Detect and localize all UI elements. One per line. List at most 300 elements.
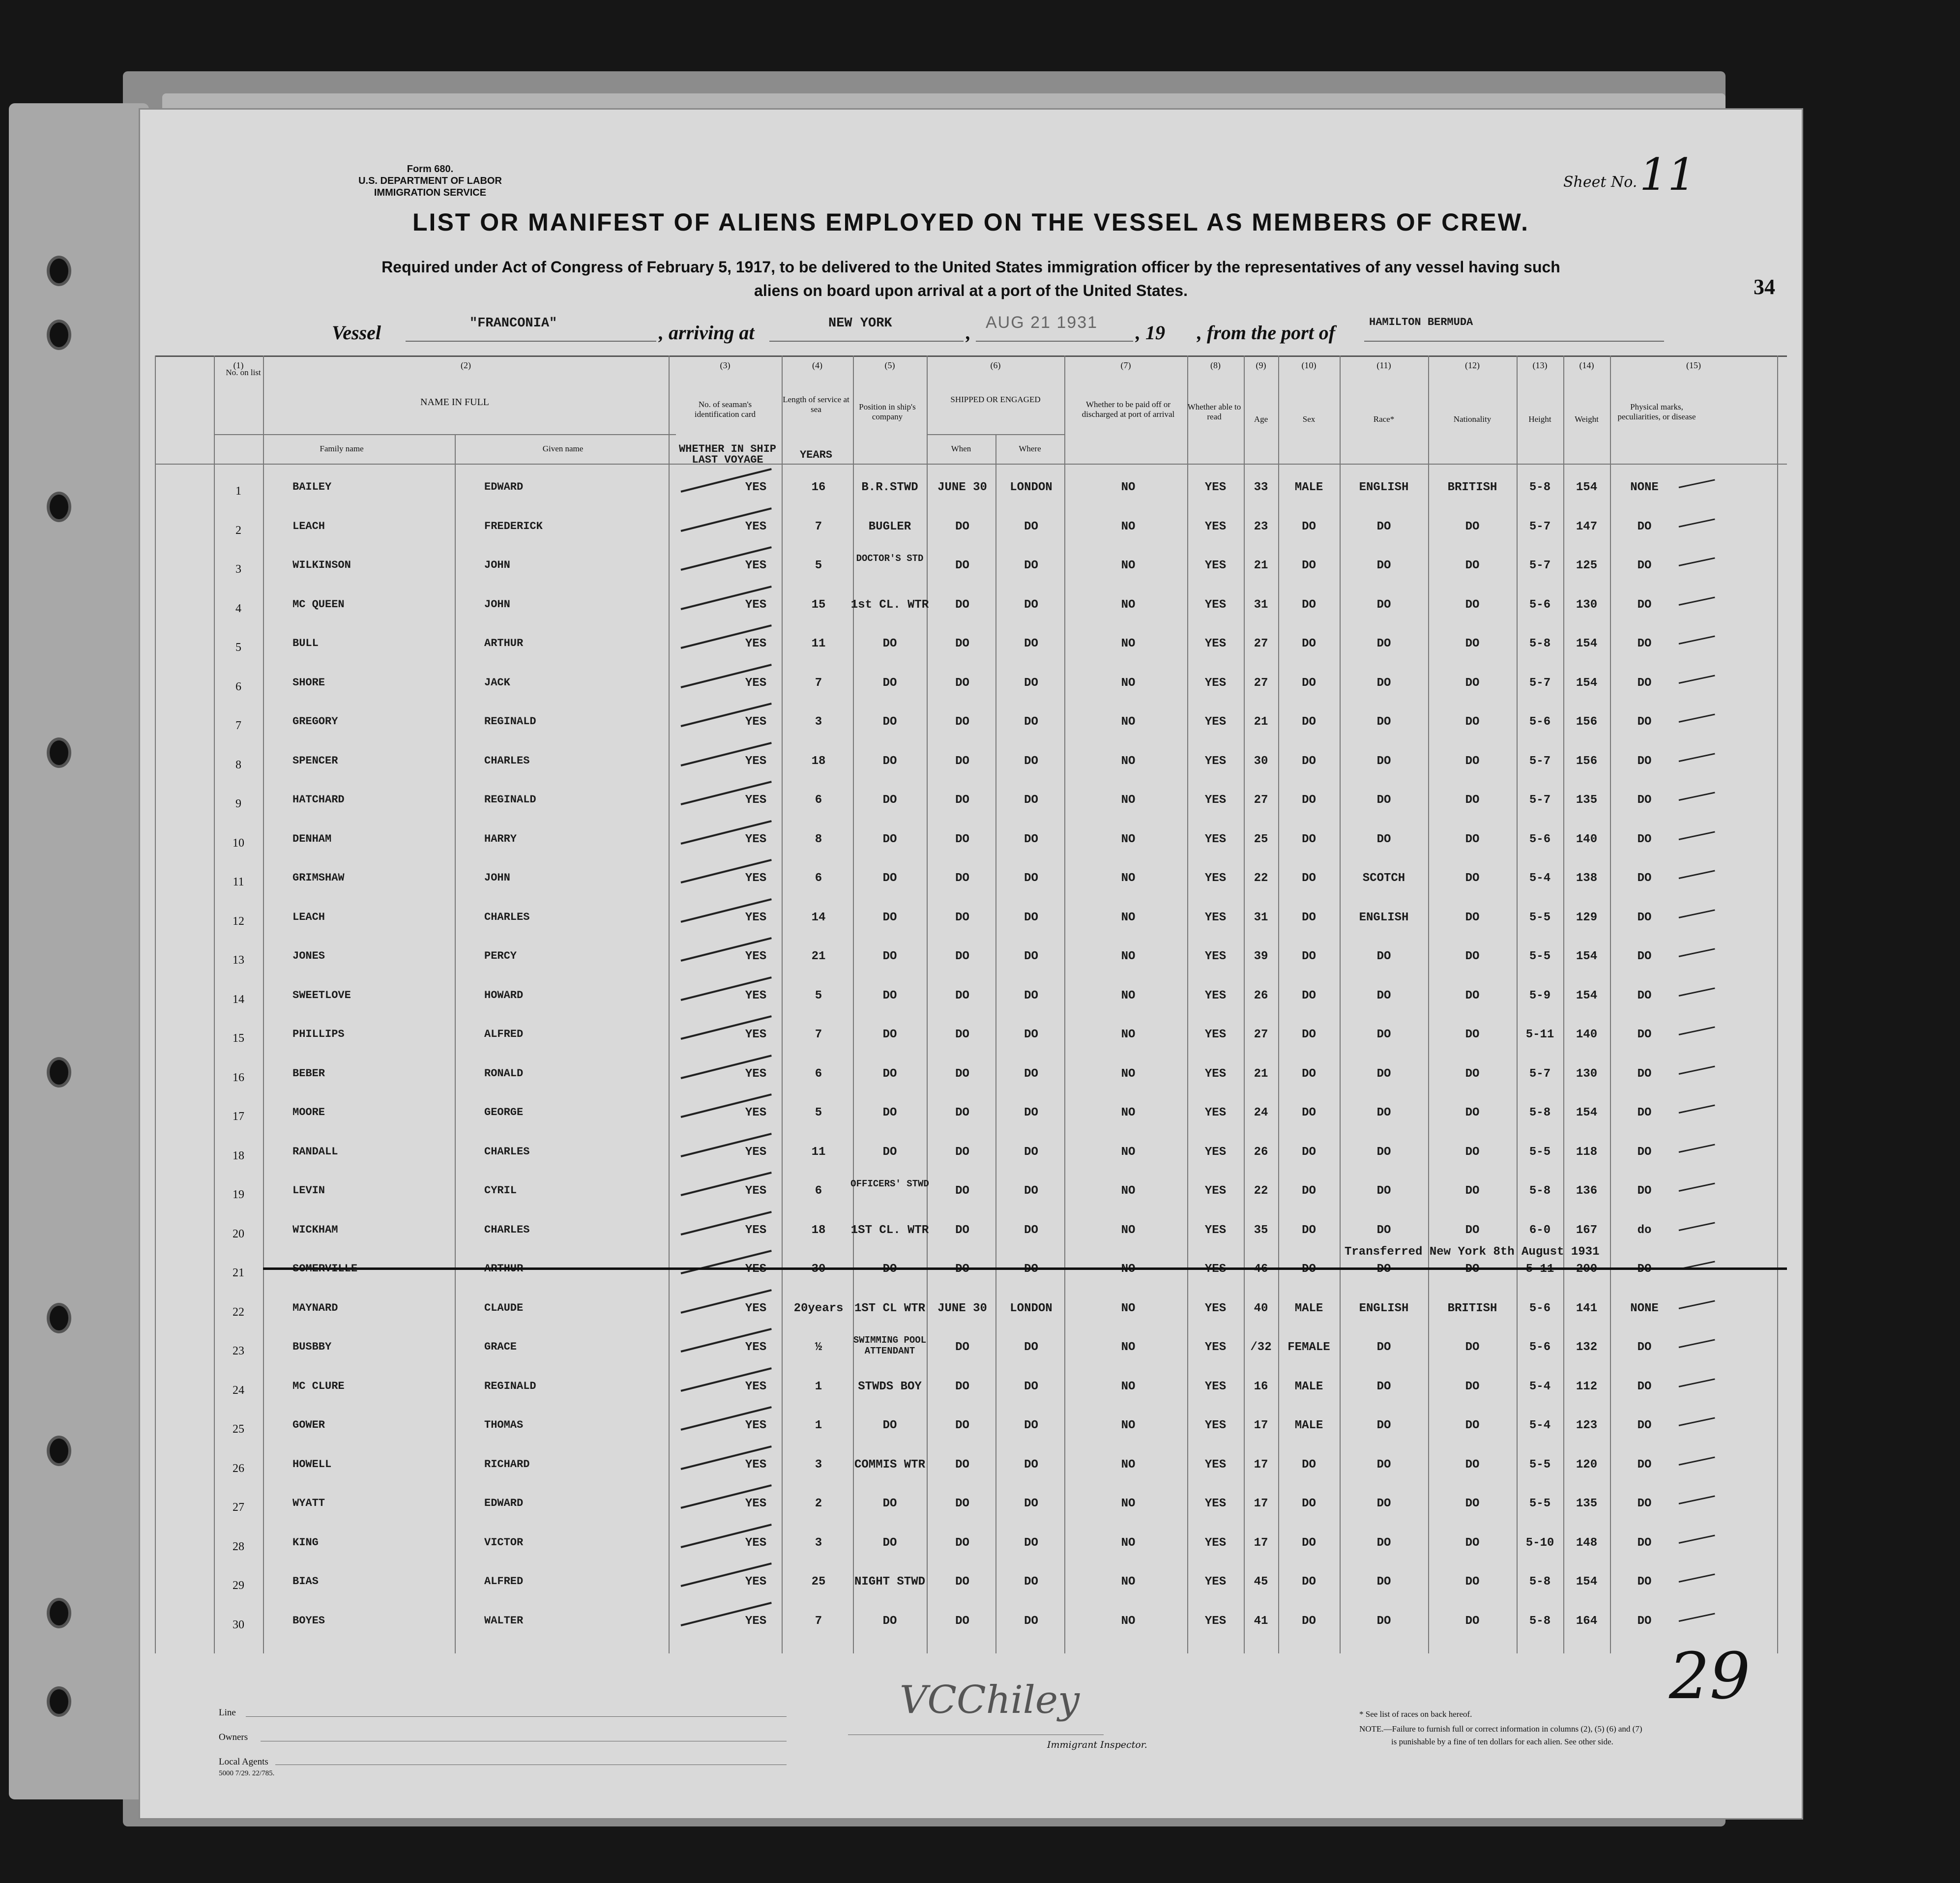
able-to-read-cell: YES: [1204, 1184, 1227, 1198]
shipped-when-cell: DO: [955, 872, 969, 885]
height-cell: 5-7: [1529, 1067, 1551, 1081]
paid-off-cell: NO: [1121, 559, 1136, 572]
nationality-cell: DO: [1465, 911, 1480, 924]
age-cell: 27: [1254, 794, 1268, 807]
binder-hole: [47, 1057, 71, 1088]
check-mark: [1679, 479, 1715, 488]
able-to-read-cell: YES: [1204, 598, 1227, 612]
race-cell: ENGLISH: [1359, 481, 1409, 494]
shipped-when-cell: DO: [955, 794, 969, 807]
physical-marks-cell: NONE: [1630, 1301, 1659, 1315]
shipped-where-cell: DO: [1024, 1497, 1038, 1510]
age-cell: 17: [1254, 1497, 1268, 1510]
length-service-cell: 7: [815, 520, 822, 533]
family-name-cell: JONES: [293, 950, 325, 962]
shipped-where-cell: DO: [1024, 676, 1038, 690]
row-number-cell: 25: [233, 1423, 244, 1436]
race-cell: ENGLISH: [1359, 911, 1409, 924]
column-number: (9): [1256, 360, 1266, 370]
physical-marks-cell: DO: [1637, 1458, 1652, 1471]
row-number-cell: 21: [233, 1266, 244, 1279]
row-number-cell: 20: [233, 1227, 244, 1240]
given-name-cell: EDWARD: [484, 481, 524, 493]
shipped-where-cell: DO: [1024, 520, 1038, 533]
nationality-cell: DO: [1465, 1419, 1480, 1432]
check-mark: [1679, 870, 1715, 879]
vessel-label: Vessel: [332, 322, 381, 344]
height-cell: 5-7: [1529, 520, 1551, 533]
given-name-cell: RICHARD: [484, 1458, 530, 1471]
family-name-cell: BUSBBY: [293, 1341, 332, 1353]
shipped-where-cell: DO: [1024, 598, 1038, 612]
check-mark: [1679, 1573, 1715, 1583]
col-when: When: [951, 444, 971, 453]
able-to-read-cell: YES: [1204, 754, 1227, 768]
sex-cell: MALE: [1294, 481, 1323, 494]
length-service-cell: 14: [811, 911, 826, 924]
check-mark: [1679, 635, 1715, 645]
paid-off-cell: NO: [1121, 989, 1136, 1002]
position-cell: DO: [882, 1067, 897, 1081]
weight-cell: 123: [1576, 1419, 1598, 1432]
column-number: (7): [1120, 360, 1131, 370]
shipped-where-cell: DO: [1024, 1223, 1038, 1237]
col-paid-off: Whether to be paid off or discharged at port of arrival: [1082, 400, 1175, 419]
able-to-read-cell: YES: [1204, 481, 1227, 494]
row-number-cell: 6: [235, 680, 241, 693]
age-cell: 39: [1254, 950, 1268, 963]
race-cell: DO: [1376, 1067, 1391, 1081]
height-cell: 5-6: [1529, 1341, 1551, 1354]
check-mark: [1679, 987, 1715, 997]
shipped-where-cell: DO: [1024, 754, 1038, 768]
shipped-when-cell: DO: [955, 1184, 969, 1198]
age-cell: 25: [1254, 832, 1268, 846]
year-label: , 19: [1136, 322, 1165, 344]
position-cell: DO: [882, 754, 897, 768]
age-cell: 22: [1254, 1184, 1268, 1198]
row-number-cell: 30: [233, 1618, 244, 1631]
weight-cell: 129: [1576, 911, 1598, 924]
given-name-cell: VICTOR: [484, 1536, 524, 1549]
shipped-when-cell: DO: [955, 989, 969, 1002]
length-service-cell: 7: [815, 1614, 822, 1628]
given-name-cell: THOMAS: [484, 1419, 524, 1431]
height-cell: 5-9: [1529, 989, 1551, 1002]
col-seaman-card: No. of seaman's identification card: [694, 400, 756, 419]
weight-cell: 141: [1576, 1301, 1598, 1315]
seaman-card-cell: YES: [745, 1497, 767, 1510]
weight-cell: 140: [1576, 832, 1598, 846]
age-cell: /32: [1250, 1341, 1272, 1354]
shipped-where-cell: DO: [1024, 1614, 1038, 1628]
shipped-where-cell: DO: [1024, 1380, 1038, 1393]
sex-cell: DO: [1302, 1028, 1316, 1041]
col-height: Height: [1528, 414, 1551, 424]
table-rule: [155, 355, 156, 1653]
weight-cell: 140: [1576, 1028, 1598, 1041]
nationality-cell: DO: [1465, 520, 1480, 533]
physical-marks-cell: DO: [1637, 520, 1652, 533]
race-cell: DO: [1376, 1419, 1391, 1432]
length-service-cell: 5: [815, 1106, 822, 1119]
height-cell: 5-7: [1529, 794, 1551, 807]
col-race: Race*: [1373, 414, 1395, 424]
seaman-card-cell: YES: [745, 754, 767, 768]
paid-off-cell: NO: [1121, 676, 1136, 690]
race-cell: DO: [1376, 832, 1391, 846]
column-number: (1): [233, 360, 244, 370]
row-number-cell: 14: [233, 993, 244, 1006]
footer-owners-label: Owners: [219, 1732, 248, 1742]
department-name: U.S. DEPARTMENT OF LABOR: [358, 176, 502, 186]
given-name-cell: REGINALD: [484, 715, 536, 728]
row-number-cell: 19: [233, 1188, 244, 1201]
length-service-cell: 6: [815, 1067, 822, 1081]
binder-hole: [47, 320, 71, 350]
col-length-overtyped: YEARS: [799, 449, 832, 461]
column-number: (14): [1579, 360, 1594, 370]
binder-hole: [47, 1436, 71, 1466]
given-name-cell: CYRIL: [484, 1184, 517, 1197]
able-to-read-cell: YES: [1204, 950, 1227, 963]
sex-cell: DO: [1302, 911, 1316, 924]
shipped-when-cell: DO: [955, 1145, 969, 1159]
row-number-cell: 16: [233, 1071, 244, 1084]
position-cell: B.R.STWD: [861, 481, 918, 494]
able-to-read-cell: YES: [1204, 832, 1227, 846]
shipped-when-cell: DO: [955, 1614, 969, 1628]
row-number-cell: 3: [235, 563, 241, 576]
family-name-cell: RANDALL: [293, 1145, 338, 1158]
seaman-card-cell: YES: [745, 520, 767, 533]
nationality-cell: DO: [1465, 1184, 1480, 1198]
shipped-when-cell: DO: [955, 950, 969, 963]
paid-off-cell: NO: [1121, 911, 1136, 924]
paid-off-cell: NO: [1121, 1419, 1136, 1432]
paid-off-cell: NO: [1121, 1301, 1136, 1315]
sex-cell: DO: [1302, 1145, 1316, 1159]
physical-marks-cell: DO: [1637, 1106, 1652, 1119]
note-line-1: NOTE.—Failure to furnish full or correct information in columns (2), (5) (6) and (7): [1359, 1724, 1642, 1734]
shipped-when-cell: DO: [955, 1223, 969, 1237]
position-cell: DO: [882, 832, 897, 846]
weight-cell: 154: [1576, 1106, 1598, 1119]
given-name-cell: REGINALD: [484, 794, 536, 806]
sex-cell: DO: [1302, 832, 1316, 846]
paid-off-cell: NO: [1121, 1614, 1136, 1628]
age-cell: 24: [1254, 1106, 1268, 1119]
age-cell: 17: [1254, 1419, 1268, 1432]
paid-off-cell: NO: [1121, 1341, 1136, 1354]
length-service-cell: 2: [815, 1497, 822, 1510]
paid-off-cell: NO: [1121, 1380, 1136, 1393]
sex-cell: DO: [1302, 676, 1316, 690]
family-name-cell: HATCHARD: [293, 794, 345, 806]
family-name-cell: BEBER: [293, 1067, 325, 1080]
age-cell: 41: [1254, 1614, 1268, 1628]
race-cell: DO: [1376, 1380, 1391, 1393]
column-number: (8): [1210, 360, 1221, 370]
length-service-cell: 7: [815, 1028, 822, 1041]
position-cell: DO: [882, 1145, 897, 1159]
row-number-cell: 5: [235, 641, 241, 654]
seaman-card-cell: YES: [745, 1223, 767, 1237]
race-cell: DO: [1376, 715, 1391, 729]
race-cell: DO: [1376, 794, 1391, 807]
given-name-cell: CHARLES: [484, 754, 530, 767]
weight-cell: 147: [1576, 520, 1598, 533]
sex-cell: DO: [1302, 1536, 1316, 1550]
family-name-cell: WICKHAM: [293, 1223, 338, 1236]
age-cell: 31: [1254, 911, 1268, 924]
height-cell: 5-8: [1529, 637, 1551, 650]
footer-line-label: Line: [219, 1707, 236, 1718]
weight-cell: 154: [1576, 1575, 1598, 1589]
given-name-cell: JACK: [484, 676, 510, 689]
able-to-read-cell: YES: [1204, 1067, 1227, 1081]
age-cell: 22: [1254, 872, 1268, 885]
length-service-cell: ½: [815, 1341, 822, 1354]
race-cell: DO: [1376, 676, 1391, 690]
col-age: Age: [1254, 414, 1268, 424]
seaman-card-cell: YES: [745, 832, 767, 846]
col-weight: Weight: [1575, 414, 1599, 424]
length-service-cell: 5: [815, 989, 822, 1002]
table-rule: [669, 355, 670, 1653]
seaman-card-cell: YES: [745, 989, 767, 1002]
sex-cell: DO: [1302, 1184, 1316, 1198]
vessel-name: "FRANCONIA": [469, 316, 557, 331]
able-to-read-cell: YES: [1204, 715, 1227, 729]
check-mark: [1679, 1495, 1715, 1504]
footer-agents-label: Local Agents: [219, 1757, 268, 1767]
shipped-when-cell: DO: [955, 598, 969, 612]
check-mark: [1679, 792, 1715, 801]
sex-cell: DO: [1302, 1067, 1316, 1081]
arriving-port: NEW YORK: [828, 316, 892, 331]
col-length-service: Length of service at sea: [783, 395, 849, 414]
height-cell: 5-4: [1529, 1419, 1551, 1432]
family-name-cell: SWEETLOVE: [293, 989, 351, 1001]
inspector-label: Immigrant Inspector.: [1047, 1739, 1147, 1750]
physical-marks-cell: DO: [1637, 872, 1652, 885]
weight-cell: 154: [1576, 481, 1598, 494]
height-cell: 5-8: [1529, 1575, 1551, 1589]
position-cell: DO: [882, 1419, 897, 1432]
position-cell: DO: [882, 1536, 897, 1550]
able-to-read-cell: YES: [1204, 1301, 1227, 1315]
row-number-cell: 7: [235, 719, 241, 732]
able-to-read-cell: YES: [1204, 1536, 1227, 1550]
seaman-card-cell: YES: [745, 637, 767, 650]
family-name-cell: KING: [293, 1536, 319, 1549]
table-rule: [1777, 355, 1778, 1653]
paid-off-cell: NO: [1121, 950, 1136, 963]
age-cell: 30: [1254, 754, 1268, 768]
physical-marks-cell: do: [1637, 1223, 1652, 1237]
position-cell: DO: [882, 872, 897, 885]
strike-through-line: [263, 1267, 1787, 1270]
handwritten-total: 29: [1669, 1639, 1751, 1713]
able-to-read-cell: YES: [1204, 1380, 1227, 1393]
position-cell: STWDS BOY: [858, 1380, 922, 1393]
sex-cell: FEMALE: [1287, 1341, 1330, 1354]
column-number: (10): [1301, 360, 1316, 370]
nationality-cell: DO: [1465, 1536, 1480, 1550]
sex-cell: DO: [1302, 520, 1316, 533]
height-cell: 5-6: [1529, 598, 1551, 612]
age-cell: 23: [1254, 520, 1268, 533]
height-cell: 5-7: [1529, 676, 1551, 690]
weight-cell: 136: [1576, 1184, 1598, 1198]
able-to-read-cell: YES: [1204, 676, 1227, 690]
family-name-cell: MC QUEEN: [293, 598, 345, 611]
sex-cell: DO: [1302, 950, 1316, 963]
height-cell: 5-8: [1529, 1614, 1551, 1628]
sex-cell: DO: [1302, 559, 1316, 572]
sex-cell: DO: [1302, 637, 1316, 650]
check-mark: [1679, 1378, 1715, 1387]
paid-off-cell: NO: [1121, 1223, 1136, 1237]
check-mark: [1679, 948, 1715, 957]
check-mark: [1679, 675, 1715, 684]
able-to-read-cell: YES: [1204, 1419, 1227, 1432]
col-where: Where: [1019, 444, 1041, 453]
able-to-read-cell: YES: [1204, 1145, 1227, 1159]
race-cell: SCOTCH: [1362, 872, 1405, 885]
row-number-cell: 17: [233, 1110, 244, 1123]
page-title: LIST OR MANIFEST OF ALIENS EMPLOYED ON THE VESSEL AS MEMBERS OF CREW.: [412, 208, 1529, 236]
position-cell: 1ST CL WTR: [854, 1301, 926, 1315]
shipped-where-cell: DO: [1024, 1145, 1038, 1159]
table-rule: [455, 434, 456, 1653]
paid-off-cell: NO: [1121, 832, 1136, 846]
nationality-cell: DO: [1465, 1497, 1480, 1510]
from-port: HAMILTON BERMUDA: [1369, 316, 1473, 328]
age-cell: 27: [1254, 637, 1268, 650]
weight-cell: 125: [1576, 559, 1598, 572]
shipped-where-cell: DO: [1024, 1575, 1038, 1589]
sex-cell: DO: [1302, 1223, 1316, 1237]
shipped-where-cell: DO: [1024, 1341, 1038, 1354]
length-service-cell: 5: [815, 559, 822, 572]
age-cell: 27: [1254, 1028, 1268, 1041]
shipped-where-cell: DO: [1024, 1536, 1038, 1550]
physical-marks-cell: DO: [1637, 676, 1652, 690]
paid-off-cell: NO: [1121, 1184, 1136, 1198]
position-cell: DO: [882, 1028, 897, 1041]
nationality-cell: DO: [1465, 832, 1480, 846]
row-number-cell: 13: [233, 954, 244, 967]
able-to-read-cell: YES: [1204, 794, 1227, 807]
given-name-cell: EDWARD: [484, 1497, 524, 1509]
nationality-cell: DO: [1465, 794, 1480, 807]
row-number-cell: 23: [233, 1345, 244, 1357]
age-cell: 26: [1254, 1145, 1268, 1159]
able-to-read-cell: YES: [1204, 911, 1227, 924]
height-cell: 5-6: [1529, 1301, 1551, 1315]
shipped-where-cell: DO: [1024, 559, 1038, 572]
seaman-card-cell: YES: [745, 1536, 767, 1550]
position-cell: SWIMMING POOL ATTENDANT: [853, 1335, 927, 1356]
physical-marks-cell: DO: [1637, 1184, 1652, 1198]
weight-cell: 148: [1576, 1536, 1598, 1550]
nationality-cell: DO: [1465, 598, 1480, 612]
paid-off-cell: NO: [1121, 637, 1136, 650]
check-mark: [1679, 831, 1715, 840]
height-cell: 5-7: [1529, 754, 1551, 768]
shipped-when-cell: DO: [955, 1575, 969, 1589]
position-cell: 1ST CL. WTR: [850, 1223, 929, 1237]
shipped-where-cell: DO: [1024, 637, 1038, 650]
position-cell: NIGHT STWD: [854, 1575, 926, 1589]
height-cell: 5-6: [1529, 832, 1551, 846]
row-number-cell: 28: [233, 1540, 244, 1553]
paid-off-cell: NO: [1121, 872, 1136, 885]
check-mark: [1679, 1144, 1715, 1153]
nationality-cell: BRITISH: [1447, 481, 1497, 494]
age-cell: 40: [1254, 1301, 1268, 1315]
seaman-card-cell: YES: [745, 1184, 767, 1198]
note-line-2: is punishable by a fine of ten dollars for each alien. See other side.: [1391, 1737, 1613, 1746]
height-cell: 5-4: [1529, 872, 1551, 885]
check-mark: [1679, 518, 1715, 528]
shipped-where-cell: DO: [1024, 911, 1038, 924]
col-seaman-overtyped: WHETHER IN SHIP LAST VOYAGE: [678, 443, 777, 466]
nationality-cell: DO: [1465, 715, 1480, 729]
age-cell: 21: [1254, 1067, 1268, 1081]
physical-marks-cell: DO: [1637, 754, 1652, 768]
able-to-read-cell: YES: [1204, 872, 1227, 885]
shipped-when-cell: DO: [955, 520, 969, 533]
nationality-cell: DO: [1465, 1341, 1480, 1354]
check-mark: [1679, 1065, 1715, 1075]
sex-cell: DO: [1302, 872, 1316, 885]
weight-cell: 167: [1576, 1223, 1598, 1237]
position-cell: DO: [882, 1497, 897, 1510]
physical-marks-cell: DO: [1637, 715, 1652, 729]
nationality-cell: DO: [1465, 637, 1480, 650]
nationality-cell: DO: [1465, 559, 1480, 572]
physical-marks-cell: DO: [1637, 911, 1652, 924]
race-cell: DO: [1376, 1497, 1391, 1510]
shipped-where-cell: DO: [1024, 1106, 1038, 1119]
col-name-in-full: NAME IN FULL: [420, 397, 489, 408]
given-name-cell: ALFRED: [484, 1028, 524, 1040]
row-number-cell: 10: [233, 836, 244, 850]
position-cell: DO: [882, 950, 897, 963]
row-number-cell: 15: [233, 1032, 244, 1045]
seaman-card-cell: YES: [745, 481, 767, 494]
length-service-cell: 25: [811, 1575, 826, 1589]
seaman-card-cell: YES: [745, 1145, 767, 1159]
family-name-cell: PHILLIPS: [293, 1028, 345, 1040]
shipped-when-cell: DO: [955, 1106, 969, 1119]
inspector-signature: VCChiley: [900, 1678, 1080, 1722]
paid-off-cell: NO: [1121, 481, 1136, 494]
weight-cell: 132: [1576, 1341, 1598, 1354]
binder-hole: [47, 256, 71, 286]
nationality-cell: DO: [1465, 1380, 1480, 1393]
paid-off-cell: NO: [1121, 520, 1136, 533]
able-to-read-cell: YES: [1204, 637, 1227, 650]
col-shipped-engaged: SHIPPED OR ENGAGED: [950, 395, 1041, 404]
weight-cell: 138: [1576, 872, 1598, 885]
row-number-cell: 24: [233, 1383, 244, 1397]
length-service-cell: 6: [815, 872, 822, 885]
col-able-read: Whether able to read: [1187, 402, 1241, 421]
